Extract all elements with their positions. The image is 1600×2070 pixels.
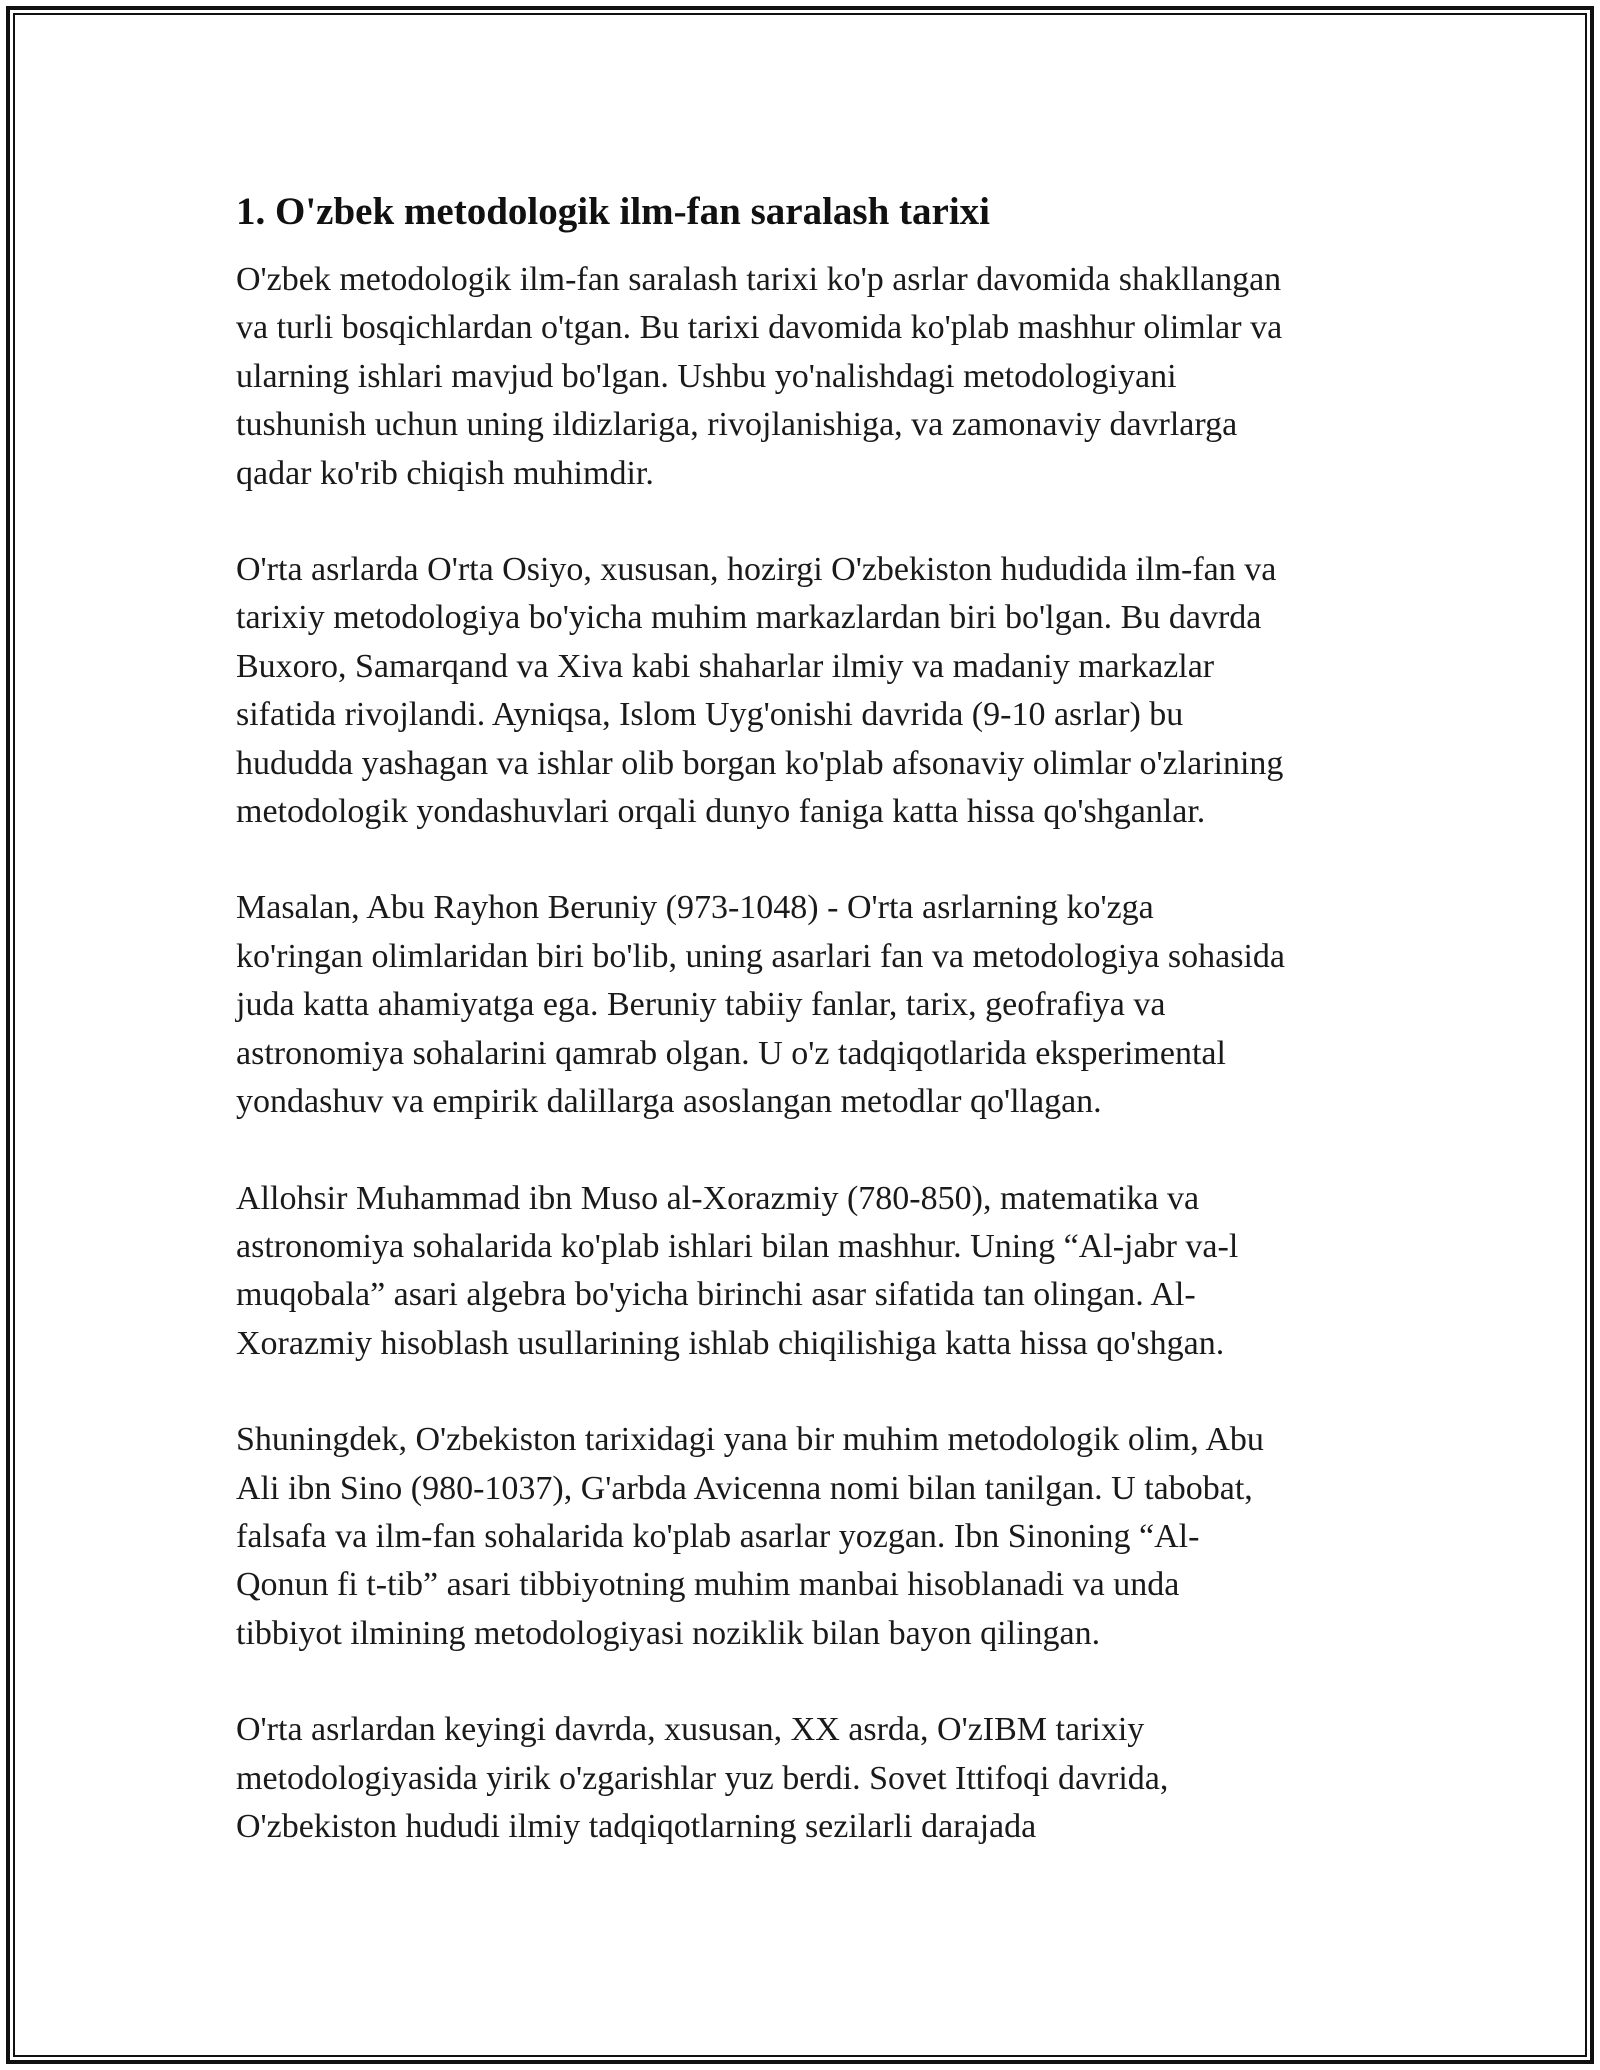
paragraph-xorazmiy: Allohsir Muhammad ibn Muso al-Xorazmiy (780-850), matematika va astronomiya sohalarida ko'plab ishlari bilan mashhur. Uning “Al-jabr va-l muqobala” asari algebra bo'yicha birinchi asar sifatida tan olingan. Al- Xorazmiy hisoblash usullarining ishlab chiqilishiga katta hissa qo'shgan. — [236, 1179, 1239, 1362]
paragraph-ibn-sino: Shuningdek, O'zbekiston tarixidagi yana bir muhim metodologik olim, Abu Ali ibn Sino (980-1037), G'arbda Avicenna nomi bilan tanilgan. U tabobat, falsafa va ilm-fan sohalarida ko'plab asarlar yozgan. Ibn Sinoning “Al- Qonun fi t-tib” asari tibbiyotning muhim manbai hisoblanadi va unda tibbiyot ilmining metodologiyasi noziklik bilan bayon qilingan. — [236, 1421, 1264, 1652]
paragraph-beruniy: Masalan, Abu Rayhon Beruniy (973-1048) - O'rta asrlarning ko'zga ko'ringan olimlaridan biri bo'lib, uning asarlari fan va metodologiya sohasida juda katta ahamiyatga ega. Beruniy tabiiy fanlar, tarix, geofrafiya va astronomiya sohalarini qamrab olgan. U o'z tadqiqotlarida eksperimental yondashuv va empirik dalillarga asoslangan metodlar qo'llagan. — [236, 889, 1286, 1121]
paragraph-xx-century: O'rta asrlardan keyingi davrda, xususan, XX asrda, O'zIBM tarixiy metodologiyasida yirik o'zgarishlar yuz berdi. Sovet Ittifoqi davrida, O'zbekiston hududi ilmiy tadqiqotlarning sezilarli darajada — [236, 1711, 1169, 1845]
paragraph-intro: O'zbek metodologik ilm-fan saralash tarixi ko'p asrlar davomida shakllangan va turli bosqichlardan o'tgan. Bu tarixi davomida ko'plab mashhur olimlar va ularning ishlari mavjud bo'lgan. Ushbu yo'nalishdagi metodologiyani tushunish uchun uning ildizlariga, rivojlanishiga, va zamonaviy davrlarga qadar ko'rib chiqish muhimdir. — [236, 261, 1283, 492]
section-heading: 1. O'zbek metodologik ilm-fan saralash tarixi — [236, 190, 990, 233]
paragraph-middle-ages: O'rta asrlarda O'rta Osiyo, xususan, hozirgi O'zbekiston hududida ilm-fan va tarixiy metodologiya bo'yicha muhim markazlardan biri bo'lgan. Bu davrda Buxoro, Samarqand va Xiva kabi shaharlar ilmiy va madaniy markazlar sifatida rivojlandi. Ayniqsa, Islom Uyg'onishi davrida (9-10 asrlar) bu hududda yashagan va ishlar olib borgan ko'plab afsonaviy olimlar o'zlarining metodologik yondashuvlari orqali dunyo faniga katta hissa qo'shganlar. — [236, 551, 1284, 831]
document-body — [236, 186, 1386, 1899]
